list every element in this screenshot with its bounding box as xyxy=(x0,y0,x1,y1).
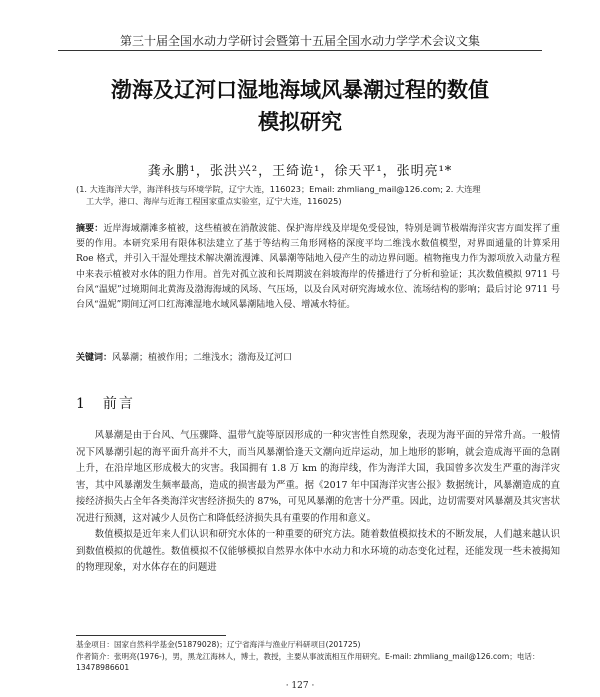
keywords-text: 风暴潮；植被作用；二维浅水；渤海及辽河口 xyxy=(112,353,293,363)
paper-title xyxy=(40,74,560,138)
abstract-label: 摘要： xyxy=(76,224,104,234)
body-text xyxy=(76,428,560,577)
page-number: · 127 · xyxy=(285,681,315,691)
authors: 龚永鹏¹，张洪兴²，王绮诡¹，徐天平¹，张明亮¹* xyxy=(147,164,453,179)
footnote-rule xyxy=(76,635,226,636)
footnote-funding: 基金项目：国家自然科学基金(51879028)；辽宁省海洋与渔业厅科研项目(201725) xyxy=(76,640,361,649)
abstract xyxy=(76,222,560,313)
paragraph-2: 数值模拟是近年来人们认识和研究水体的一种重要的研究方法。随着数值模拟技术的不断发展，人们越来越认识到数值模拟的优越性。数值模拟不仅能够模拟自然界水体中水动力和水环境的动态变化过程，还能发现一些未被揭知的物理现象，对水体存在的问题进 xyxy=(76,529,560,573)
header-rule xyxy=(58,50,542,51)
running-header: 第三十届全国水动力学研讨会暨第十五届全国水动力学学术会议文集 xyxy=(119,34,480,48)
abstract-text: 近岸海域潮滩多植被，这些植被在消散波能、保护海岸线及岸堤免受侵蚀，特别是调节极端海洋灾害方面发挥了重要的作用。本研究采用有限体积法建立了基于等结构三角形网格的深度平均二维浅水数值模型，对界面通量的计算采用 Roe 格式，并引入干湿处理技术解决潮流漫滩、风暴潮等陆地入侵产生的动边界问题。植物拖曳力作为源项放入动量方程中来表示植被对水体的阻力作用。首先对孤立波和长周期波在斜坡海岸的传播进行了分析和验证；其次数值模拟 9711 号台风“温妮”过境期间北黄海及渤海海域的风场、气压场，以及台风对研究海域水位、流场结构的影响；最后讨论 9711 号台风“温妮”期间辽河口红海滩湿地水域风暴潮陆地入侵、增减水特征。 xyxy=(76,224,560,311)
footnote xyxy=(76,639,560,674)
paragraph-1: 风暴潮是由于台风、气压骤降、温带气旋等原因形成的一种灾害性自然现象，表现为海平面的异常升高。一般情况下风暴潮引起的海平面升高并不大，而当风暴潮恰逢天文潮向近岸运动，加上地形的影响，就会造成海平面的急剧上升，在沿岸地区形成极大的灾害。我国拥有 1.8 万 km 的海岸线，作为海洋大国，我国曾多次发生严重的海洋灾害，其中风暴潮发生频率最高，造成的损害最为严重。据《2017 年中国海洋灾害公报》数据统计，风暴潮造成的直接经济损失占全年各类海洋灾害经济损失的 87%，可见风暴潮的危害十分严重。因此，边切需要对风暴潮及其灾害状况进行预测，这对减少人员伤亡和降低经济损失具有重要的作用和意义。 xyxy=(76,430,560,524)
affiliation xyxy=(76,183,560,207)
keywords xyxy=(76,351,560,365)
keywords-label: 关键词： xyxy=(76,353,113,363)
title-line-1: 渤海及辽河口湿地海域风暴潮过程的数值 xyxy=(111,78,489,102)
affiliation-line-1: (1. 大连海洋大学，海洋科技与环境学院，辽宁大连，116023；Email: zhmliang_mail@126.com; 2. 大连理 xyxy=(76,184,481,194)
title-line-2: 模拟研究 xyxy=(258,110,342,134)
footnote-author: 作者简介：张明亮(1976-)，男，黑龙江海林人，博士，教授，主要从事波流相互作用研究。E-mail: zhmliang_mail@126.com；电话：13478986601 xyxy=(76,651,540,672)
affiliation-line-2: 工大学，港口、海岸与近海工程国家重点实验室，辽宁大连，116025) xyxy=(86,196,342,206)
section-heading: 1 前言 xyxy=(76,396,135,412)
